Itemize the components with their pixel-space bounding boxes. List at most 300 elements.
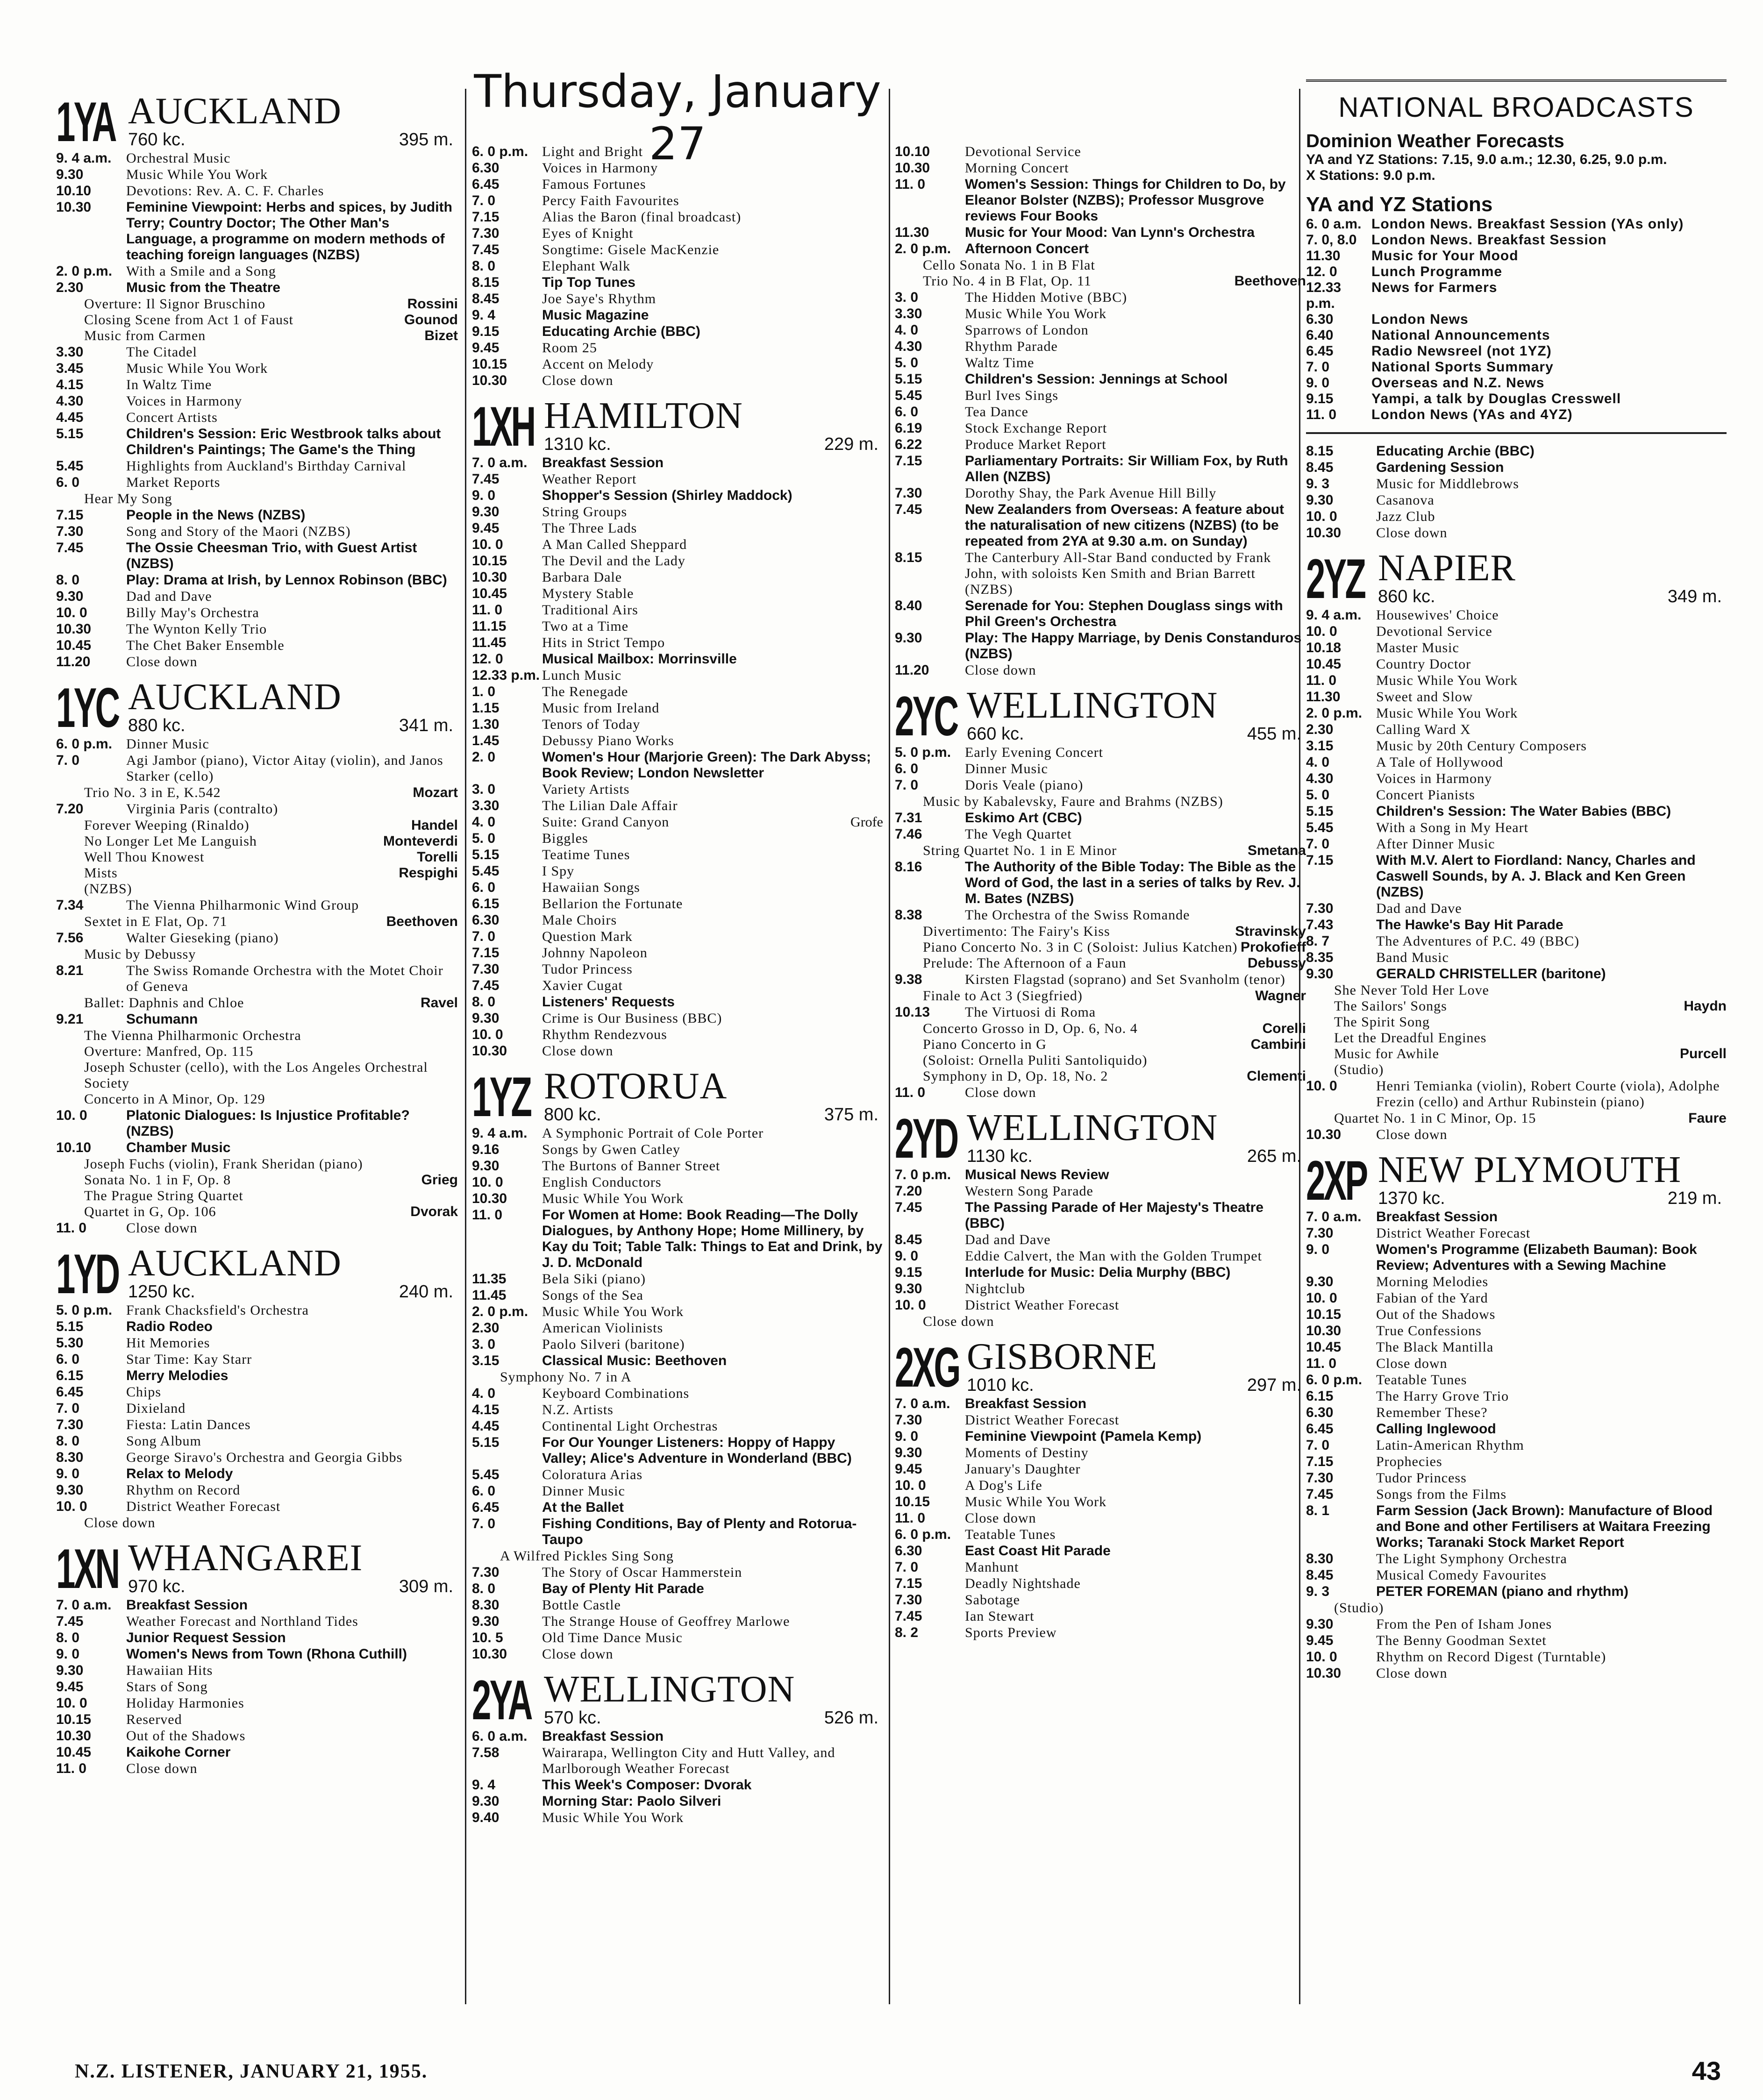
- programme-title: Frank Chacksfield's Orchestra: [126, 1303, 309, 1318]
- programme-title: Agi Jambor (piano), Victor Aitay (violin), and Janos Starker (cello): [126, 753, 443, 784]
- programme-title: Famous Fortunes: [542, 177, 646, 192]
- programme-title: Voices in Harmony: [542, 160, 658, 176]
- programme-time: 7.20: [895, 1183, 922, 1199]
- programme-title: The Hawke's Bay Hit Parade: [1376, 917, 1563, 933]
- programme-time: 4.30: [1306, 771, 1334, 786]
- programme-row: [1306, 1078, 1727, 1110]
- programme-title: Holiday Harmonies: [126, 1695, 244, 1711]
- station-header: [56, 676, 458, 739]
- programme-title: Breakfast Session: [1376, 1209, 1498, 1224]
- programme-row: [56, 589, 458, 605]
- programme-title: Educating Archie (BBC): [542, 324, 700, 339]
- programme-title: Chips: [126, 1384, 162, 1400]
- programme-detail: [895, 940, 1306, 955]
- programme-time: 11. 0: [472, 1207, 503, 1223]
- programme-title: Morning Concert: [965, 160, 1069, 176]
- programme-title: I Spy: [542, 863, 575, 879]
- programme-time: 8.15: [895, 550, 922, 565]
- programme-detail: [56, 1204, 458, 1220]
- programme-title: Henri Temianka (violin), Robert Courte (viola), Adolphe Frezin (cello) and Arthur Rubinstein (piano): [1376, 1078, 1720, 1110]
- detail-text: Music by Kabalevsky, Faure and Brahms (NZBS): [923, 794, 1223, 809]
- programme-detail: [56, 1091, 458, 1107]
- station-city: NAPIER: [1378, 548, 1516, 589]
- station-wavelength: 341 m.: [399, 716, 453, 735]
- programme-title: January's Daughter: [965, 1461, 1081, 1477]
- programme-row: [1306, 1470, 1727, 1486]
- programme-title: Teatable Tunes: [965, 1527, 1056, 1542]
- programme-title: Platonic Dialogues: Is Injustice Profitable? (NZBS): [126, 1108, 410, 1139]
- programme-title: Walter Gieseking (piano): [126, 930, 279, 946]
- programme-row: [1306, 492, 1727, 508]
- stations-title: YA and YZ Stations: [1306, 193, 1493, 216]
- programme-detail: [56, 833, 458, 849]
- programme-detail: [895, 257, 1306, 273]
- detail-text: Overture: Il Signor Bruschino: [84, 296, 266, 312]
- programme-time: 8.40: [895, 598, 922, 613]
- programme-title: Mystery Stable: [542, 586, 634, 601]
- programme-row: [56, 1140, 458, 1156]
- programme-time: 6.45: [472, 177, 500, 192]
- programme-time: 5.30: [56, 1335, 84, 1351]
- programme-title: Deadly Nightshade: [965, 1576, 1081, 1591]
- programme-title: Songs of the Sea: [542, 1288, 643, 1303]
- programme-row: [895, 177, 1306, 224]
- programme-title: Old Time Dance Music: [542, 1630, 683, 1645]
- programme-row: [472, 1142, 883, 1158]
- programme-row: [472, 177, 883, 192]
- programme-title: District Weather Forecast: [126, 1499, 281, 1514]
- programme-time: 2.30: [1306, 722, 1334, 737]
- station-header: [895, 685, 1306, 747]
- programme-time: 7. 0: [1306, 1438, 1330, 1453]
- programme-title: Educating Archie (BBC): [1376, 443, 1535, 459]
- detail-text: Symphony No. 7 in A: [500, 1369, 632, 1385]
- programme-row: [472, 471, 883, 487]
- programme-time: 6.15: [472, 896, 500, 911]
- programme-time: 10. 0: [1306, 1078, 1337, 1094]
- programme-time: 7.45: [895, 1200, 922, 1215]
- programme-row: [56, 1482, 458, 1498]
- programme-title: Prophecies: [1376, 1454, 1442, 1469]
- programme-row: [472, 356, 883, 372]
- station-header: [472, 395, 883, 458]
- programme-row: [56, 507, 458, 523]
- programme-title: Devotional Service: [965, 144, 1081, 159]
- weather-title: Dominion Weather Forecasts: [1306, 131, 1564, 151]
- composer: Respighi: [399, 865, 458, 881]
- programme-row: [56, 361, 458, 377]
- programme-title: Calling Ward X: [1376, 722, 1471, 737]
- programme-title: Close down: [1376, 1127, 1448, 1142]
- programme-row: [472, 1271, 883, 1287]
- programme-time: 9.15: [895, 1265, 922, 1280]
- programme-row: [472, 1614, 883, 1630]
- programme-row: [56, 1401, 458, 1417]
- programme-title: Eyes of Knight: [542, 226, 634, 241]
- programme-time: 9.30: [895, 630, 922, 646]
- detail-text: Symphony in D, Op. 18, No. 2: [923, 1068, 1108, 1084]
- programme-detail: [472, 1369, 883, 1385]
- station-header: [56, 1243, 458, 1305]
- programme-time: 10.30: [1306, 525, 1342, 541]
- programme-time: 10.18: [1306, 640, 1342, 655]
- programme-row: [472, 863, 883, 879]
- programme-title: Barbara Dale: [542, 569, 622, 585]
- programme-time: 7.30: [1306, 901, 1334, 916]
- programme-time: 7. 0 a.m.: [472, 455, 528, 470]
- station-call-sign: 2YA: [472, 1669, 531, 1731]
- programme-title: Music While You Work: [1376, 705, 1518, 721]
- programme-detail: [1306, 998, 1727, 1014]
- station-block: [895, 1338, 1306, 1641]
- programme-time: 9.45: [56, 1679, 84, 1694]
- programme-row: [472, 553, 883, 569]
- programme-title: Close down: [1376, 1666, 1448, 1681]
- programme-time: 7.30: [1306, 1225, 1334, 1241]
- programme-row: [895, 1494, 1306, 1510]
- programme-row: [1306, 820, 1727, 836]
- programme-detail: [895, 988, 1306, 1004]
- programme-title: Calling Inglewood: [1376, 1421, 1496, 1437]
- programme-title: Hits in Strict Tempo: [542, 635, 665, 650]
- programme-time: 7. 0: [56, 753, 80, 768]
- programme-title: The Hidden Motive (BBC): [965, 290, 1128, 305]
- programme-row: [1306, 1438, 1727, 1453]
- programme-row: [472, 1418, 883, 1434]
- programme-row: [56, 1695, 458, 1711]
- programme-row: [895, 1461, 1306, 1477]
- programme-row: [472, 373, 883, 389]
- station-wavelength: 240 m.: [399, 1282, 453, 1302]
- page-number: 43: [1692, 2056, 1721, 2086]
- programme-time: 5.15: [56, 1319, 84, 1334]
- programme-time: 9.16: [472, 1142, 500, 1157]
- detail-text: String Quartet No. 1 in E Minor: [923, 843, 1117, 858]
- programme-time: 7.15: [472, 209, 500, 225]
- programme-row: [895, 777, 1306, 793]
- programme-title: Breakfast Session: [542, 1729, 664, 1744]
- programme-row: [895, 859, 1306, 907]
- composer: Debussy: [1247, 955, 1306, 971]
- programme-time: 9.45: [895, 1461, 922, 1477]
- programme-title: Close down: [1376, 1356, 1448, 1371]
- programme-row: [56, 1499, 458, 1515]
- programme-time: 9.30: [1306, 966, 1334, 982]
- composer: Purcell: [1679, 1046, 1727, 1061]
- programme-row: [472, 749, 883, 781]
- programme-time: 4.45: [56, 410, 84, 425]
- programme-time: 7.31: [895, 810, 922, 826]
- composer: Faure: [1688, 1111, 1727, 1126]
- programme-time: 9.45: [472, 340, 500, 356]
- programme-title: Room 25: [542, 340, 597, 356]
- detail-text: Divertimento: The Fairy's Kiss: [923, 924, 1110, 939]
- programme-time: 7.45: [895, 1609, 922, 1624]
- programme-time: 7.58: [472, 1745, 500, 1760]
- programme-row: [895, 761, 1306, 777]
- programme-row: [56, 1663, 458, 1679]
- national-item: [1306, 232, 1727, 248]
- programme-row: [472, 635, 883, 651]
- programme-row: [895, 453, 1306, 485]
- station-call-sign: 2XG: [895, 1336, 959, 1399]
- programme-time: 11. 0: [895, 177, 926, 192]
- programme-detail: [56, 1044, 458, 1060]
- programme-row: [472, 684, 883, 700]
- station-wavelength: 395 m.: [399, 130, 453, 149]
- programme-time: 9. 3: [1306, 476, 1330, 491]
- programme-title: Dinner Music: [965, 761, 1048, 776]
- programme-row: [895, 1478, 1306, 1494]
- composer: Wagner: [1255, 988, 1306, 1004]
- programme-time: 2. 0 p.m.: [895, 241, 951, 256]
- station-frequency: 660 kc.: [967, 724, 1024, 744]
- programme-row: [472, 1175, 883, 1190]
- programme-row: [1306, 689, 1727, 705]
- programme-time: 8.30: [1306, 1551, 1334, 1566]
- programme-time: 5.45: [56, 458, 84, 474]
- programme-detail: [895, 273, 1306, 289]
- programme-title: Music by 20th Century Composers: [1376, 738, 1587, 754]
- station-call-sign: 1YD: [56, 1243, 119, 1305]
- programme-time: 9.21: [56, 1011, 84, 1027]
- programme-title: Continental Light Orchestras: [542, 1418, 718, 1434]
- programme-row: [56, 150, 458, 166]
- detail-text: (Studio): [1334, 1600, 1384, 1616]
- station-block: [895, 687, 1306, 1101]
- programme-time: 10.15: [895, 1494, 930, 1509]
- programme-title: The Vienna Philharmonic Wind Group: [126, 897, 359, 913]
- programme-row: [56, 393, 458, 409]
- programme-time: 9. 0: [56, 1466, 80, 1481]
- programme-row: [472, 1353, 883, 1369]
- programme-row: [56, 167, 458, 183]
- programme-row: [56, 1368, 458, 1384]
- programme-title: A Symphonic Portrait of Cole Porter: [542, 1125, 764, 1141]
- programme-title: Close down: [126, 1761, 198, 1776]
- programme-time: 7.30: [895, 1592, 922, 1608]
- programme-row: [472, 209, 883, 225]
- programme-row: [56, 801, 458, 817]
- programme-row: [472, 602, 883, 618]
- programme-time: 5.45: [895, 388, 922, 403]
- programme-title: Music for Your Mood: Van Lynn's Orchestra: [965, 225, 1255, 240]
- programme-row: [1306, 640, 1727, 656]
- programme-title: Percy Faith Favourites: [542, 193, 679, 208]
- programme-row: [1306, 738, 1727, 754]
- programme-row: [472, 1500, 883, 1516]
- station-block: [472, 144, 883, 389]
- programme-time: 9.30: [895, 1281, 922, 1296]
- programme-row: [472, 847, 883, 863]
- national-time: 6.30: [1306, 312, 1334, 327]
- programme-detail: [56, 1188, 458, 1204]
- programme-detail: [56, 328, 458, 344]
- programme-time: 10.13: [895, 1004, 930, 1020]
- programme-title: Music from the Theatre: [126, 280, 281, 295]
- programme-title: Farm Session (Jack Brown): Manufacture of Blood and Bone and other Fertilisers at Waitara Freezing Works; Taranaki Stock Market Report: [1376, 1503, 1713, 1550]
- detail-text: A Wilfred Pickles Sing Song: [500, 1548, 674, 1564]
- programme-title: Bellarion the Fortunate: [542, 896, 683, 911]
- programme-detail: [895, 1314, 1306, 1330]
- programme-title: Orchestral Music: [126, 150, 231, 166]
- programme-time: 7. 0: [472, 1516, 496, 1531]
- programme-title: The Renegade: [542, 684, 628, 699]
- detail-text: She Never Told Her Love: [1334, 982, 1489, 998]
- programme-time: 10. 0: [1306, 1649, 1337, 1665]
- programme-detail: [1306, 1600, 1727, 1616]
- programme-time: 10.45: [1306, 656, 1342, 672]
- programme-row: [56, 654, 458, 670]
- programme-time: 11.35: [472, 1271, 507, 1287]
- station-city: GISBORNE: [967, 1336, 1158, 1377]
- programme-row: [472, 160, 883, 176]
- station-wavelength: 309 m.: [399, 1577, 453, 1596]
- programme-time: 11. 0: [1306, 1356, 1337, 1371]
- programme-time: 7.45: [895, 502, 922, 517]
- column-rule: [889, 89, 890, 2004]
- programme-row: [1306, 787, 1727, 803]
- programme-row: [472, 961, 883, 977]
- programme-row: [1306, 443, 1727, 459]
- programme-time: 10.10: [56, 1140, 92, 1155]
- programme-time: 3. 0: [472, 1337, 496, 1352]
- programme-time: 5. 0: [472, 831, 496, 846]
- programme-title: Accent on Melody: [542, 356, 654, 372]
- detail-text: Forever Weeping (Rinaldo): [84, 818, 250, 833]
- detail-text: Trio No. 3 in E, K.542: [84, 785, 221, 800]
- national-time: 12. 0: [1306, 264, 1337, 279]
- composer: Grofe: [850, 814, 883, 830]
- programme-title: District Weather Forecast: [1376, 1225, 1531, 1241]
- programme-time: 11.15: [472, 619, 507, 634]
- programme-title: Suite: Grand Canyon: [542, 814, 670, 830]
- station-block: [895, 144, 1306, 678]
- programme-title: Moments of Destiny: [965, 1445, 1089, 1460]
- programme-time: 9.30: [1306, 492, 1334, 508]
- programme-time: 5. 0: [895, 355, 919, 370]
- station-call-sign: 2YD: [895, 1107, 957, 1170]
- programme-title: Elephant Walk: [542, 258, 631, 274]
- programme-title: New Zealanders from Overseas: A feature about the naturalisation of new citizens (NZBS) (to be repeated from 2YA at 9.30 a.m. on Sunday): [965, 502, 1284, 549]
- detail-text: Concerto Grosso in D, Op. 6, No. 4: [923, 1021, 1138, 1036]
- station-wavelength: 297 m.: [1247, 1375, 1301, 1395]
- programme-time: 10. 0: [1306, 509, 1337, 524]
- programme-title: Tenors of Today: [542, 717, 641, 732]
- programme-time: 9. 4: [472, 307, 496, 323]
- programme-row: [472, 520, 883, 536]
- programme-row: [472, 1320, 883, 1336]
- programme-time: 6.22: [895, 437, 922, 452]
- programme-time: 10. 0: [56, 1108, 87, 1123]
- programme-title: With a Smile and a Song: [126, 263, 276, 279]
- programme-row: [472, 340, 883, 356]
- programme-row: [1306, 525, 1727, 541]
- programme-row: [472, 831, 883, 847]
- programme-row: [56, 280, 458, 296]
- programme-time: 10.30: [895, 160, 930, 176]
- station-wavelength: 349 m.: [1667, 587, 1722, 606]
- programme-row: [895, 598, 1306, 630]
- national-title: NATIONAL BROADCASTS: [1338, 92, 1694, 123]
- programme-row: [1306, 656, 1727, 672]
- programme-time: 7.30: [1306, 1470, 1334, 1486]
- programme-time: 10.30: [1306, 1666, 1342, 1681]
- programme-time: 1. 0: [472, 684, 496, 699]
- programme-row: [1306, 1274, 1727, 1290]
- programme-time: 7.30: [895, 485, 922, 501]
- programme-title: This Week's Composer: Dvorak: [542, 1777, 752, 1793]
- programme-title: Close down: [126, 654, 198, 669]
- programme-row: [1306, 705, 1727, 721]
- station-block: [56, 1245, 458, 1531]
- national-item: [1306, 407, 1727, 423]
- programme-time: 7.45: [472, 242, 500, 257]
- programme-title: Women's Session: Things for Children to Do, by Eleanor Bolster (NZBS); Professor Musgrove reviews Four Books: [965, 177, 1286, 224]
- programme-row: [1306, 771, 1727, 787]
- programme-row: [1306, 836, 1727, 852]
- programme-row: [472, 307, 883, 323]
- programme-time: 2. 0: [472, 749, 496, 765]
- programme-title: The Lilian Dale Affair: [542, 798, 678, 813]
- detail-text: Cello Sonata No. 1 in B Flat: [923, 257, 1095, 273]
- programme-title: Teatime Tunes: [542, 847, 630, 862]
- programme-time: 10.10: [895, 144, 930, 159]
- station-block: [56, 93, 458, 670]
- programme-time: 4.30: [56, 393, 84, 409]
- programme-row: [895, 144, 1306, 160]
- programme-row: [472, 994, 883, 1010]
- programme-detail: [1306, 1046, 1727, 1062]
- programme-title: Sparrows of London: [965, 322, 1089, 338]
- programme-row: [56, 1384, 458, 1400]
- national-programme: London News: [1371, 312, 1469, 327]
- programme-time: 5.15: [895, 371, 922, 387]
- programme-time: 6. 0 p.m.: [895, 1527, 951, 1542]
- programme-time: 12. 0: [472, 651, 503, 667]
- programme-detail: [56, 914, 458, 930]
- programme-row: [56, 1630, 458, 1646]
- programme-time: 10.30: [1306, 1127, 1342, 1142]
- programme-row: [472, 1386, 883, 1402]
- programme-row: [472, 945, 883, 961]
- programme-time: 2. 0 p.m.: [1306, 705, 1363, 721]
- programme-title: Feminine Viewpoint (Pamela Kemp): [965, 1429, 1202, 1444]
- programme-row: [895, 1445, 1306, 1461]
- programme-row: [1306, 1487, 1727, 1502]
- programme-time: 5.45: [1306, 820, 1334, 835]
- programme-time: 7.45: [56, 1614, 84, 1629]
- station-block: [1306, 549, 1727, 1143]
- programme-time: 7. 0 a.m.: [56, 1597, 112, 1613]
- programme-title: Afternoon Concert: [965, 241, 1089, 256]
- programme-row: [1306, 476, 1727, 492]
- programme-time: 6. 0: [56, 1352, 80, 1367]
- programme-time: 8.15: [472, 275, 500, 290]
- programme-time: 9.30: [56, 167, 84, 182]
- programme-title: Stock Exchange Report: [965, 420, 1107, 436]
- programme-time: 7. 0: [56, 1401, 80, 1416]
- programme-time: 5.15: [472, 1435, 500, 1450]
- programme-row: [895, 502, 1306, 549]
- programme-row: [895, 826, 1306, 842]
- programme-row: [56, 458, 458, 474]
- national-time: 6.40: [1306, 327, 1334, 343]
- programme-title: In Waltz Time: [126, 377, 212, 392]
- programme-row: [472, 733, 883, 749]
- programme-row: [56, 1433, 458, 1449]
- column-4-stations: [1306, 443, 1727, 1681]
